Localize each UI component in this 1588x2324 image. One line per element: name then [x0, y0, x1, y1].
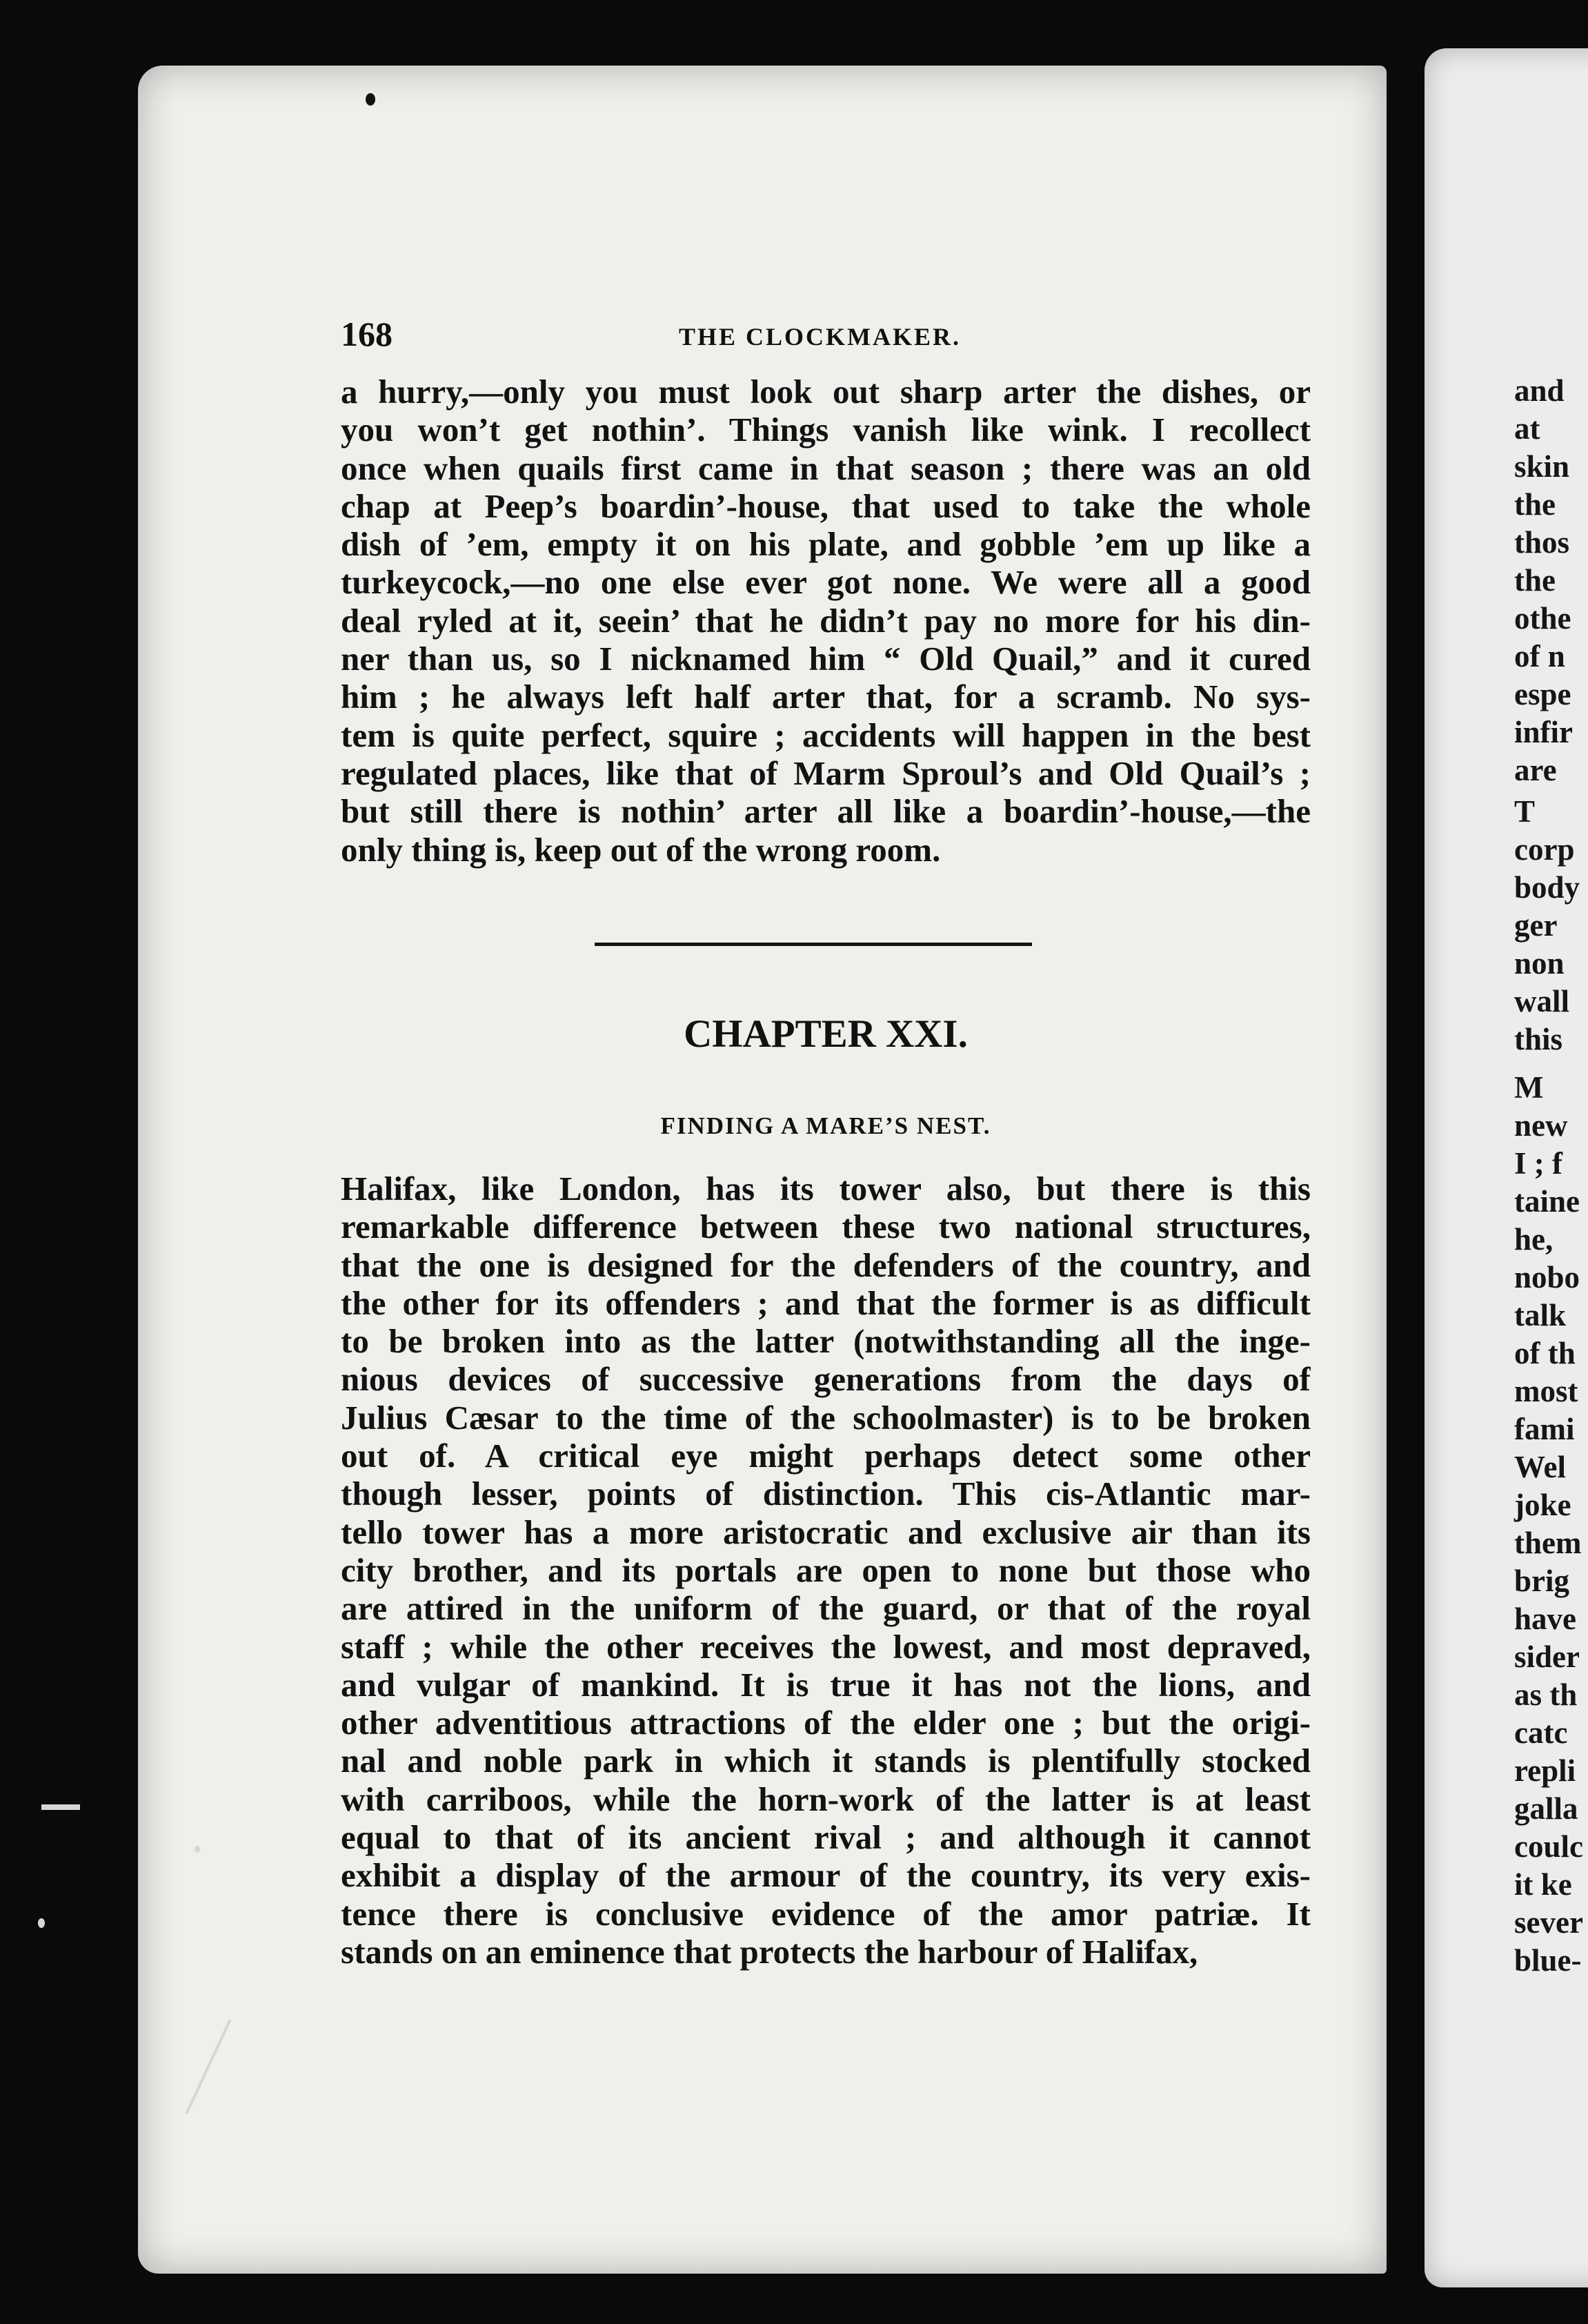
- text-line: equal to that of its ancient rival ; and although it cannot: [341, 1818, 1311, 1857]
- facing-page-fragment: of th: [1514, 1336, 1576, 1370]
- chapter-rule: [595, 943, 1032, 946]
- facing-page-fragment: the: [1514, 487, 1556, 522]
- text-line: dish of ’em, empty it on his plate, and gobble ’em up like a: [341, 525, 1311, 564]
- facing-page-fragment: Wel: [1514, 1450, 1566, 1484]
- facing-page-fragment: of n: [1514, 639, 1565, 673]
- facing-page-fragment: othe: [1514, 601, 1571, 636]
- text-line: him ; he always left half arter that, for a scramb. No sys-: [341, 678, 1311, 716]
- facing-page-fragment: brig: [1514, 1564, 1570, 1598]
- facing-page-fragment: ger: [1514, 908, 1558, 943]
- text-line: though lesser, points of distinction. This cis-Atlantic mar-: [341, 1475, 1311, 1513]
- page-number: 168: [341, 315, 393, 353]
- text-line: with carriboos, while the horn-work of the latter is at least: [341, 1780, 1311, 1818]
- text-line: staff ; while the other receives the lowest, and most depraved,: [341, 1627, 1311, 1666]
- text-line: stands on an eminence that protects the harbour of Halifax,: [341, 1932, 1198, 1971]
- paragraph-top: [341, 373, 1311, 869]
- text-line: nious devices of successive generations from the days of: [341, 1360, 1311, 1399]
- facing-page-fragment: at: [1514, 411, 1540, 446]
- text-line: only thing is, keep out of the wrong room.: [341, 830, 941, 869]
- facing-page-fragment: he,: [1514, 1222, 1554, 1257]
- text-line: chap at Peep’s boardin’-house, that used to take the whole: [341, 486, 1311, 525]
- facing-page-fragment: have: [1514, 1602, 1576, 1636]
- facing-page-fragment: skin: [1514, 449, 1570, 484]
- facing-page-fragment: catc: [1514, 1715, 1568, 1750]
- facing-page-fragment: new: [1514, 1108, 1568, 1143]
- facing-page-fragment: blue-: [1514, 1943, 1582, 1978]
- text-line: that the one is designed for the defenders of the country, and: [341, 1245, 1311, 1284]
- text-line: tence there is conclusive evidence of the amor patriæ. It: [341, 1894, 1311, 1933]
- facing-page-fragment: fami: [1514, 1412, 1575, 1446]
- facing-page-fragment: thos: [1514, 525, 1570, 560]
- chapter-subtitle: FINDING A MARE’S NEST.: [660, 1112, 991, 1139]
- text-line: other adventitious attractions of the elder one ; but the origi-: [341, 1704, 1311, 1742]
- facing-page-fragment: most: [1514, 1374, 1578, 1408]
- margin-mark: [41, 1804, 80, 1810]
- facing-page-fragment: this: [1514, 1022, 1563, 1056]
- facing-page-fragment: sider: [1514, 1639, 1580, 1674]
- ink-speck: [366, 93, 375, 106]
- facing-page-fragment: them: [1514, 1526, 1582, 1560]
- text-line: Julius Cæsar to the time of the schoolmaster) is to be broken: [341, 1398, 1311, 1437]
- facing-page-fragment: galla: [1514, 1791, 1578, 1826]
- text-line: regulated places, like that of Marm Sproul’s and Old Quail’s ;: [341, 754, 1311, 792]
- facing-page-fragment: espe: [1514, 677, 1571, 711]
- margin-mark: [38, 1918, 45, 1928]
- facing-page-fragment: sever: [1514, 1905, 1583, 1940]
- facing-page-fragment: body: [1514, 870, 1580, 905]
- facing-page-fragment: corp: [1514, 832, 1575, 867]
- facing-page-fragment: T: [1514, 794, 1536, 829]
- facing-page-fragment: non: [1514, 946, 1565, 981]
- facing-page-fragment: nobo: [1514, 1260, 1580, 1294]
- facing-page-fragment: coulc: [1514, 1829, 1583, 1864]
- text-line: nal and noble park in which it stands is plentifully stocked: [341, 1742, 1311, 1780]
- text-line: to be broken into as the latter (notwithstanding all the inge-: [341, 1322, 1311, 1361]
- margin-mark: [195, 1846, 200, 1853]
- facing-page: [1425, 48, 1588, 2287]
- text-line: once when quails first came in that season ; there was an old: [341, 449, 1311, 487]
- text-line: you won’t get nothin’. Things vanish like wink. I recollect: [341, 411, 1311, 449]
- facing-page-fragment: I ; f: [1514, 1146, 1562, 1181]
- text-line: tello tower has a more aristocratic and exclusive air than its: [341, 1513, 1311, 1551]
- facing-page-fragment: it ke: [1514, 1867, 1572, 1902]
- text-line: the other for its offenders ; and that the former is as difficult: [341, 1283, 1311, 1322]
- text-line: city brother, and its portals are open to none but those who: [341, 1550, 1311, 1589]
- text-line: are attired in the uniform of the guard, or that of the royal: [341, 1589, 1311, 1628]
- text-line: and vulgar of mankind. It is true it has not the lions, and: [341, 1665, 1311, 1704]
- facing-page-fragment: as th: [1514, 1677, 1578, 1712]
- facing-page-fragment: infir: [1514, 715, 1573, 749]
- running-head: [341, 314, 1311, 355]
- text-line: remarkable difference between these two national structures,: [341, 1208, 1311, 1246]
- text-line: turkeycock,—no one else ever got none. We were all a good: [341, 563, 1311, 602]
- facing-page-fragment: repli: [1514, 1753, 1576, 1788]
- facing-page-fragment: taine: [1514, 1184, 1580, 1219]
- facing-page-fragment: and: [1514, 373, 1565, 408]
- facing-page-fragment: M: [1514, 1070, 1544, 1105]
- text-line: exhibit a display of the armour of the country, its very exis-: [341, 1856, 1311, 1895]
- text-line: out of. A critical eye might perhaps detect some other: [341, 1437, 1311, 1475]
- facing-page-fragment: joke: [1514, 1488, 1571, 1522]
- text-line: deal ryled at it, seein’ that he didn’t pay no more for his din-: [341, 601, 1311, 640]
- text-line: Halifax, like London, has its tower also, but there is this: [341, 1170, 1311, 1208]
- facing-page-fragment: are: [1514, 753, 1557, 787]
- text-line: ner than us, so I nicknamed him “ Old Quail,” and it cured: [341, 640, 1311, 678]
- text-line: a hurry,—only you must look out sharp arter the dishes, or: [341, 373, 1311, 411]
- facing-page-fragment: the: [1514, 563, 1556, 598]
- text-line: but still there is nothin’ arter all like a boardin’-house,—the: [341, 792, 1311, 831]
- running-title: THE CLOCKMAKER.: [679, 323, 962, 351]
- facing-page-fragment: talk: [1514, 1298, 1567, 1332]
- chapter-title: CHAPTER XXI.: [684, 1012, 968, 1056]
- text-line: tem is quite perfect, squire ; accidents will happen in the best: [341, 716, 1311, 754]
- paragraph-main: [341, 1170, 1311, 1971]
- facing-page-fragment: wall: [1514, 984, 1570, 1018]
